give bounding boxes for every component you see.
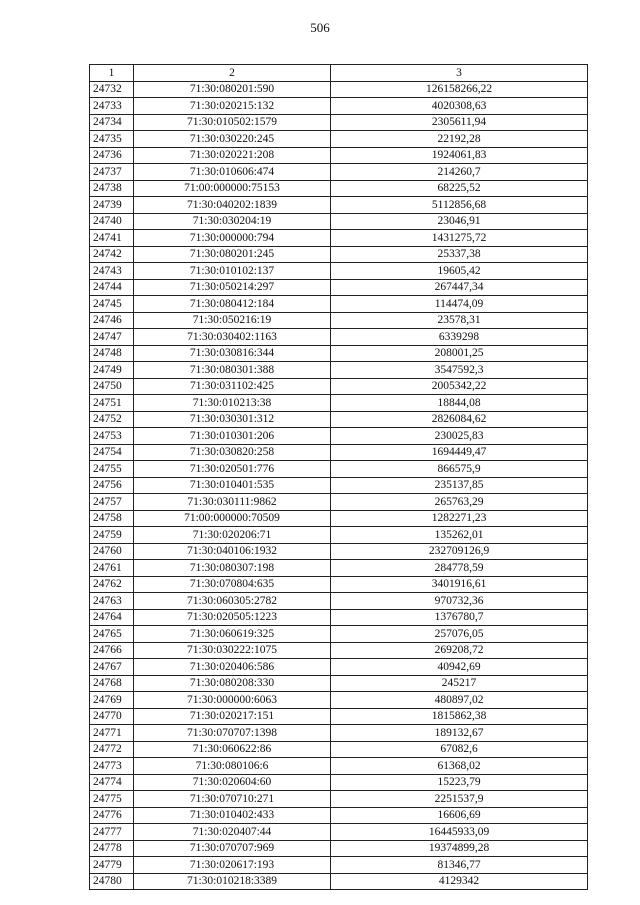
row-number-cell: 24736: [90, 147, 134, 164]
data-table: [89, 64, 588, 890]
value-cell: 61368,02: [331, 758, 588, 775]
cadastral-number-cell: 71:30:080307:198: [134, 560, 331, 577]
row-number-cell: 24752: [90, 411, 134, 428]
value-cell: 4020308,63: [331, 98, 588, 115]
row-number-cell: 24764: [90, 609, 134, 626]
cadastral-number-cell: 71:30:070710:271: [134, 791, 331, 808]
row-number-cell: 24769: [90, 692, 134, 709]
row-number-cell: 24757: [90, 494, 134, 511]
value-cell: 1431275,72: [331, 230, 588, 247]
cadastral-number-cell: 71:30:060305:2782: [134, 593, 331, 610]
value-cell: 68225,52: [331, 180, 588, 197]
table-row: [90, 114, 588, 131]
row-number-cell: 24773: [90, 758, 134, 775]
table-row: [90, 444, 588, 461]
table-row: [90, 609, 588, 626]
table-row: [90, 510, 588, 527]
cadastral-number-cell: 71:30:000000:794: [134, 230, 331, 247]
value-cell: 23046,91: [331, 213, 588, 230]
row-number-cell: 24753: [90, 428, 134, 445]
row-number-cell: 24734: [90, 114, 134, 131]
value-cell: 18844,08: [331, 395, 588, 412]
value-cell: 16606,69: [331, 807, 588, 824]
table-row: [90, 741, 588, 758]
cadastral-number-cell: 71:30:010301:206: [134, 428, 331, 445]
table-row: [90, 164, 588, 181]
cadastral-number-cell: 71:30:080201:590: [134, 81, 331, 98]
cadastral-number-cell: 71:00:000000:75153: [134, 180, 331, 197]
value-cell: 189132,67: [331, 725, 588, 742]
value-cell: 232709126,9: [331, 543, 588, 560]
row-number-cell: 24756: [90, 477, 134, 494]
cadastral-number-cell: 71:30:020407:44: [134, 824, 331, 841]
row-number-cell: 24777: [90, 824, 134, 841]
value-cell: 25337,38: [331, 246, 588, 263]
cadastral-number-cell: 71:30:000000:6063: [134, 692, 331, 709]
table-row: [90, 791, 588, 808]
value-cell: 19374899,28: [331, 840, 588, 857]
cadastral-number-cell: 71:30:020217:151: [134, 708, 331, 725]
value-cell: 284778,59: [331, 560, 588, 577]
value-cell: 1815862,38: [331, 708, 588, 725]
cadastral-number-cell: 71:30:010218:3389: [134, 873, 331, 890]
cadastral-number-cell: 71:30:030204:19: [134, 213, 331, 230]
cadastral-number-cell: 71:30:020215:132: [134, 98, 331, 115]
cadastral-number-cell: 71:30:040106:1932: [134, 543, 331, 560]
value-cell: 1694449,47: [331, 444, 588, 461]
row-number-cell: 24746: [90, 312, 134, 329]
value-cell: 208001,25: [331, 345, 588, 362]
table-row: [90, 593, 588, 610]
table-row: [90, 378, 588, 395]
column-header-3: 3: [331, 65, 588, 82]
cadastral-number-cell: 71:30:020505:1223: [134, 609, 331, 626]
table-row: [90, 758, 588, 775]
row-number-cell: 24754: [90, 444, 134, 461]
table-row: [90, 576, 588, 593]
cadastral-number-cell: 71:30:020617:193: [134, 857, 331, 874]
table-row: [90, 527, 588, 544]
table-row: [90, 98, 588, 115]
value-cell: 6339298: [331, 329, 588, 346]
table-row: [90, 642, 588, 659]
table-row: [90, 428, 588, 445]
row-number-cell: 24735: [90, 131, 134, 148]
table-row: [90, 675, 588, 692]
value-cell: 235137,85: [331, 477, 588, 494]
table-row: [90, 873, 588, 890]
row-number-cell: 24767: [90, 659, 134, 676]
value-cell: 135262,01: [331, 527, 588, 544]
table-row: [90, 857, 588, 874]
table-row: [90, 362, 588, 379]
table-row: [90, 774, 588, 791]
row-number-cell: 24739: [90, 197, 134, 214]
cadastral-number-cell: 71:30:030402:1163: [134, 329, 331, 346]
value-cell: 267447,34: [331, 279, 588, 296]
table-row: [90, 824, 588, 841]
value-cell: 2251537,9: [331, 791, 588, 808]
row-number-cell: 24733: [90, 98, 134, 115]
table-row: [90, 840, 588, 857]
cadastral-number-cell: 71:30:020604:60: [134, 774, 331, 791]
table-row: [90, 197, 588, 214]
value-cell: 970732,36: [331, 593, 588, 610]
cadastral-number-cell: 71:30:040202:1839: [134, 197, 331, 214]
row-number-cell: 24743: [90, 263, 134, 280]
cadastral-number-cell: 71:30:020406:586: [134, 659, 331, 676]
row-number-cell: 24742: [90, 246, 134, 263]
value-cell: 67082,6: [331, 741, 588, 758]
cadastral-number-cell: 71:30:070707:1398: [134, 725, 331, 742]
table-row: [90, 131, 588, 148]
cadastral-number-cell: 71:30:031102:425: [134, 378, 331, 395]
cadastral-number-cell: 71:30:010606:474: [134, 164, 331, 181]
table-row: [90, 411, 588, 428]
row-number-cell: 24771: [90, 725, 134, 742]
value-cell: 230025,83: [331, 428, 588, 445]
row-number-cell: 24745: [90, 296, 134, 313]
value-cell: 4129342: [331, 873, 588, 890]
cadastral-number-cell: 71:30:030222:1075: [134, 642, 331, 659]
value-cell: 257076,05: [331, 626, 588, 643]
row-number-cell: 24760: [90, 543, 134, 560]
table-row: [90, 279, 588, 296]
table-row: [90, 230, 588, 247]
cadastral-number-cell: 71:30:060622:86: [134, 741, 331, 758]
table-row: [90, 395, 588, 412]
value-cell: 126158266,22: [331, 81, 588, 98]
table-row: [90, 329, 588, 346]
value-cell: 40942,69: [331, 659, 588, 676]
table-row: [90, 692, 588, 709]
cadastral-number-cell: 71:30:010213:38: [134, 395, 331, 412]
table-row: [90, 725, 588, 742]
table-row: [90, 461, 588, 478]
cadastral-number-cell: 71:30:030820:258: [134, 444, 331, 461]
row-number-cell: 24775: [90, 791, 134, 808]
cadastral-number-cell: 71:30:010502:1579: [134, 114, 331, 131]
table-row: [90, 81, 588, 98]
table-row: [90, 543, 588, 560]
table-row: [90, 180, 588, 197]
cadastral-number-cell: 71:30:020501:776: [134, 461, 331, 478]
value-cell: 114474,09: [331, 296, 588, 313]
cadastral-number-cell: 71:30:010401:535: [134, 477, 331, 494]
row-number-cell: 24766: [90, 642, 134, 659]
table-row: [90, 147, 588, 164]
row-number-cell: 24759: [90, 527, 134, 544]
table-body: [90, 81, 588, 890]
value-cell: 16445933,09: [331, 824, 588, 841]
table-row: [90, 807, 588, 824]
value-cell: 245217: [331, 675, 588, 692]
value-cell: 480897,02: [331, 692, 588, 709]
cadastral-number-cell: 71:30:030111:9862: [134, 494, 331, 511]
table-row: [90, 708, 588, 725]
value-cell: 866575,9: [331, 461, 588, 478]
row-number-cell: 24779: [90, 857, 134, 874]
table-row: [90, 477, 588, 494]
value-cell: 2305611,94: [331, 114, 588, 131]
table-row: [90, 246, 588, 263]
row-number-cell: 24749: [90, 362, 134, 379]
table-row: [90, 296, 588, 313]
row-number-cell: 24772: [90, 741, 134, 758]
row-number-cell: 24744: [90, 279, 134, 296]
table-row: [90, 560, 588, 577]
value-cell: 23578,31: [331, 312, 588, 329]
row-number-cell: 24747: [90, 329, 134, 346]
table-row: [90, 659, 588, 676]
table-row: [90, 312, 588, 329]
cadastral-number-cell: 71:30:070707:969: [134, 840, 331, 857]
table-row: [90, 345, 588, 362]
cadastral-number-cell: 71:00:000000:70509: [134, 510, 331, 527]
row-number-cell: 24737: [90, 164, 134, 181]
row-number-cell: 24780: [90, 873, 134, 890]
table-row: [90, 263, 588, 280]
cadastral-number-cell: 71:30:080208:330: [134, 675, 331, 692]
row-number-cell: 24776: [90, 807, 134, 824]
row-number-cell: 24770: [90, 708, 134, 725]
cadastral-number-cell: 71:30:070804:635: [134, 576, 331, 593]
row-number-cell: 24761: [90, 560, 134, 577]
table-header-row: [90, 65, 588, 82]
cadastral-number-cell: 71:30:060619:325: [134, 626, 331, 643]
cadastral-number-cell: 71:30:010102:137: [134, 263, 331, 280]
cadastral-number-cell: 71:30:020221:208: [134, 147, 331, 164]
row-number-cell: 24758: [90, 510, 134, 527]
cadastral-number-cell: 71:30:080201:245: [134, 246, 331, 263]
table-row: [90, 494, 588, 511]
cadastral-number-cell: 71:30:080106:6: [134, 758, 331, 775]
cadastral-number-cell: 71:30:080412:184: [134, 296, 331, 313]
value-cell: 2005342,22: [331, 378, 588, 395]
value-cell: 5112856,68: [331, 197, 588, 214]
row-number-cell: 24762: [90, 576, 134, 593]
value-cell: 3401916,61: [331, 576, 588, 593]
value-cell: 214260,7: [331, 164, 588, 181]
row-number-cell: 24741: [90, 230, 134, 247]
value-cell: 3547592,3: [331, 362, 588, 379]
value-cell: 1376780,7: [331, 609, 588, 626]
value-cell: 265763,29: [331, 494, 588, 511]
value-cell: 22192,28: [331, 131, 588, 148]
row-number-cell: 24765: [90, 626, 134, 643]
row-number-cell: 24778: [90, 840, 134, 857]
value-cell: 2826084,62: [331, 411, 588, 428]
cadastral-number-cell: 71:30:080301:388: [134, 362, 331, 379]
row-number-cell: 24732: [90, 81, 134, 98]
table-row: [90, 626, 588, 643]
row-number-cell: 24751: [90, 395, 134, 412]
value-cell: 81346,77: [331, 857, 588, 874]
cadastral-number-cell: 71:30:030220:245: [134, 131, 331, 148]
row-number-cell: 24774: [90, 774, 134, 791]
value-cell: 269208,72: [331, 642, 588, 659]
value-cell: 1924061,83: [331, 147, 588, 164]
row-number-cell: 24768: [90, 675, 134, 692]
column-header-1: 1: [90, 65, 134, 82]
value-cell: 19605,42: [331, 263, 588, 280]
cadastral-number-cell: 71:30:010402:433: [134, 807, 331, 824]
cadastral-number-cell: 71:30:050216:19: [134, 312, 331, 329]
cadastral-number-cell: 71:30:050214:297: [134, 279, 331, 296]
row-number-cell: 24755: [90, 461, 134, 478]
column-header-2: 2: [134, 65, 331, 82]
row-number-cell: 24750: [90, 378, 134, 395]
value-cell: 1282271,23: [331, 510, 588, 527]
row-number-cell: 24763: [90, 593, 134, 610]
row-number-cell: 24740: [90, 213, 134, 230]
table-row: [90, 213, 588, 230]
row-number-cell: 24748: [90, 345, 134, 362]
page-number: 506: [310, 20, 330, 35]
cadastral-number-cell: 71:30:030816:344: [134, 345, 331, 362]
cadastral-number-cell: 71:30:030301:312: [134, 411, 331, 428]
row-number-cell: 24738: [90, 180, 134, 197]
value-cell: 15223,79: [331, 774, 588, 791]
cadastral-number-cell: 71:30:020206:71: [134, 527, 331, 544]
